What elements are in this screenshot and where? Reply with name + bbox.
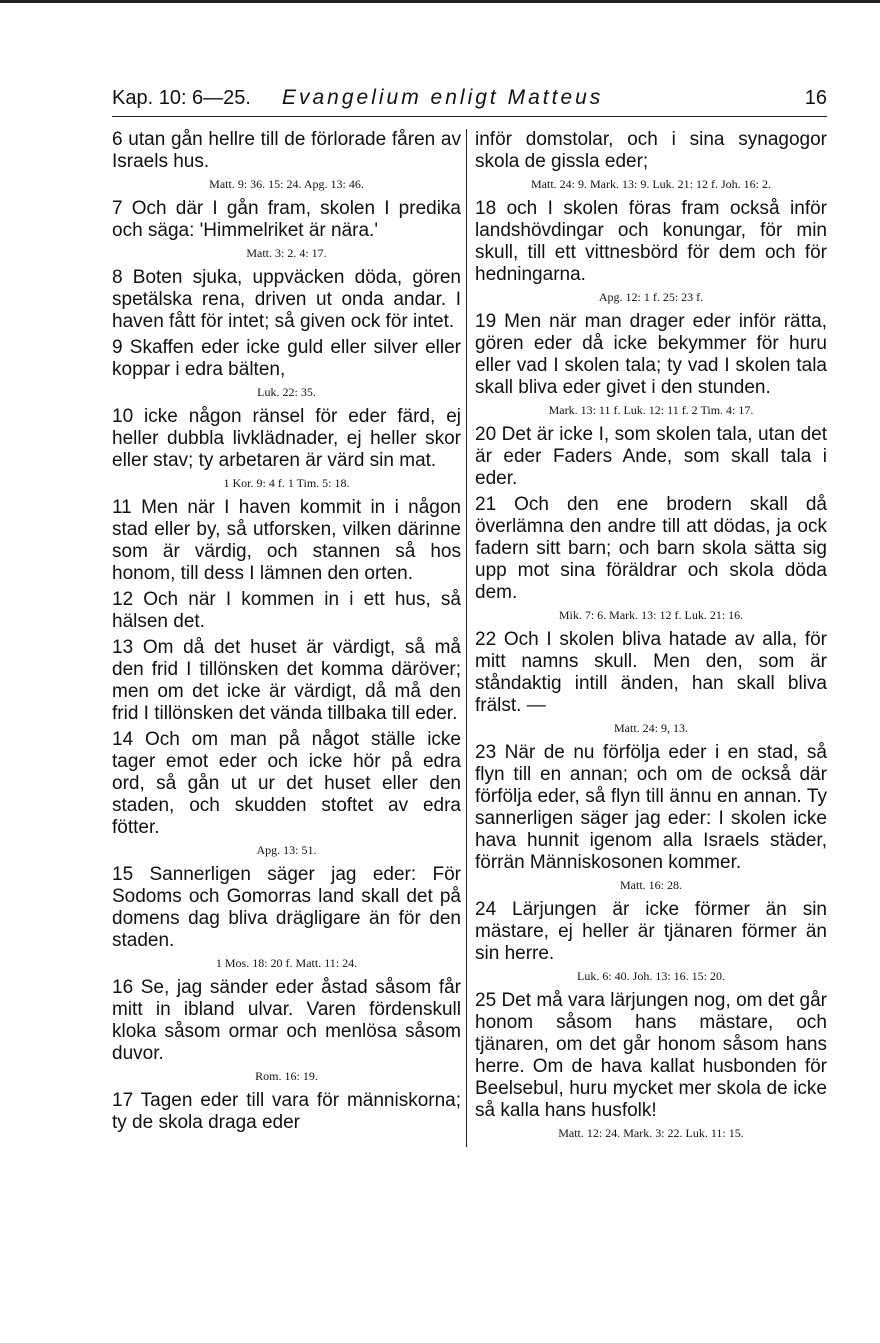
cross-reference: Matt. 9: 36. 15: 24. Apg. 13: 46. [209,177,364,191]
cross-reference: Mik. 7: 6. Mark. 13: 12 f. Luk. 21: 16. [558,608,744,622]
book-title: Evangelium enligt Matteus [282,86,604,109]
verse-paragraph: 22 Och I skolen bliva hatade av alla, för mitt namns skull. Men den, som är ståndaktig intill änden, han skall bliva frälst. — [475,629,827,716]
verse-paragraph: 15 Sannerligen säger jag eder: För Sodoms och Gomorras land skall det på domens dag bliva drägligare än för den staden. [112,864,461,951]
bible-page [112,86,827,1147]
verse-paragraph: 9 Skaffen eder icke guld eller silver eller koppar i edra bälten, [112,337,461,380]
verse-paragraph: 11 Men när I haven kommit in i någon stad eller by, så utforsken, vilken därinne som är värdig, och stannen så hos honom, till dess I lämnen den orten. [112,497,461,584]
chapter-range: Kap. 10: 6—25. [112,87,251,109]
verse-paragraph: 16 Se, jag sänder eder åstad såsom får mitt in ibland ulvar. Varen fördenskull kloka såsom ormar och menlösa såsom duvor. [112,977,461,1064]
cross-reference: Luk. 6: 40. Joh. 13: 16. 15: 20. [576,969,725,983]
verse-paragraph: 20 Det är icke I, som skolen tala, utan det är eder Faders Ande, som skall tala i eder. [475,424,827,489]
verse-paragraph: 13 Om då det huset är värdigt, så må den frid I tillönsken det komma däröver; men om det icke är värdigt, då må den frid I tillönsken det vända tillbaka till eder. [112,637,461,724]
verse-paragraph: 24 Lärjungen är icke förmer än sin mästare, ej heller är tjänaren förmer än sin herre. [475,899,827,964]
verse-paragraph: 8 Boten sjuka, uppväcken döda, gören spetälska rena, driven ut onda andar. I haven fått för intet; så given ock för intet. [112,267,461,332]
left-column [112,129,467,1147]
cross-reference: Apg. 12: 1 f. 25: 23 f. [598,290,704,304]
verse-paragraph: 6 utan gån hellre till de förlorade fåren av Israels hus. [112,129,461,172]
cross-reference: Matt. 24: 9. Mark. 13: 9. Luk. 21: 12 f. Joh. 16: 2. [531,177,771,191]
verse-paragraph: 19 Men när man drager eder inför rätta, gören eder då icke bekymmer för huru eller vad I skolen tala; ty vad I skolen tala skall bliva eder givet i den stunden. [475,311,827,398]
cross-reference: 1 Mos. 18: 20 f. Matt. 11: 24. [215,956,358,970]
verse-paragraph: 18 och I skolen föras fram också inför landshövdingar och konungar, för min skull, till ett vittnesbörd för dem och för hedningarna. [475,198,827,285]
page-number: 16 [804,87,827,109]
cross-reference: Rom. 16: 19. [255,1069,318,1083]
verse-paragraph: inför domstolar, och i sina synagogor skola de gissla eder; [475,129,827,172]
top-border [0,0,880,3]
verse-paragraph: 10 icke någon ränsel för eder färd, ej heller dubbla livklädnader, ej heller skor eller stav; ty arbetaren är värd sin mat. [112,406,461,471]
right-column [467,129,827,1147]
two-columns [112,129,827,1147]
verse-paragraph: 7 Och där I gån fram, skolen I predika och säga: 'Himmelriket är nära.' [112,198,461,241]
verse-paragraph: 17 Tagen eder till vara för människorna; ty de skola draga eder [112,1090,461,1133]
verse-paragraph: 23 När de nu förfölja eder i en stad, så flyn till en annan; och om de också där förfölja eder, så flyn till ännu en annan. Ty sannerligen säger jag eder: I skolen icke hava hunnit igenom alla Israels städer, förrän Människosonen kommer. [475,742,827,873]
page-header [112,86,827,117]
verse-paragraph: 14 Och om man på något ställe icke tager emot eder och icke hör på edra ord, så gån ut ur det huset eller den staden, och skudden stoftet av edra fötter. [112,729,461,838]
cross-reference: Apg. 13: 51. [256,843,317,857]
verse-paragraph: 12 Och när I kommen in i ett hus, så hälsen det. [112,589,461,632]
cross-reference: Luk. 22: 35. [257,385,316,399]
verse-paragraph: 21 Och den ene brodern skall då överlämna den andre till att dödas, ja ock fadern sitt barn; och barn skola sätta sig upp mot sina föräldrar och skola döda dem. [475,494,827,603]
cross-reference: Matt. 3: 2. 4: 17. [246,246,327,260]
cross-reference: 1 Kor. 9: 4 f. 1 Tim. 5: 18. [223,476,350,490]
cross-reference: Matt. 16: 28. [620,878,682,892]
verse-paragraph: 25 Det må vara lärjungen nog, om det går honom såsom hans mästare, och tjänaren, om det går honom såsom hans herre. Om de hava kallat husbonden för Beelsebul, huru mycket mer skola de icke så kalla hans husfolk! [475,990,827,1121]
cross-reference: Matt. 24: 9, 13. [614,721,688,735]
cross-reference: Mark. 13: 11 f. Luk. 12: 11 f. 2 Tim. 4: 17. [548,403,754,417]
cross-reference: Matt. 12: 24. Mark. 3: 22. Luk. 11: 15. [558,1126,744,1140]
